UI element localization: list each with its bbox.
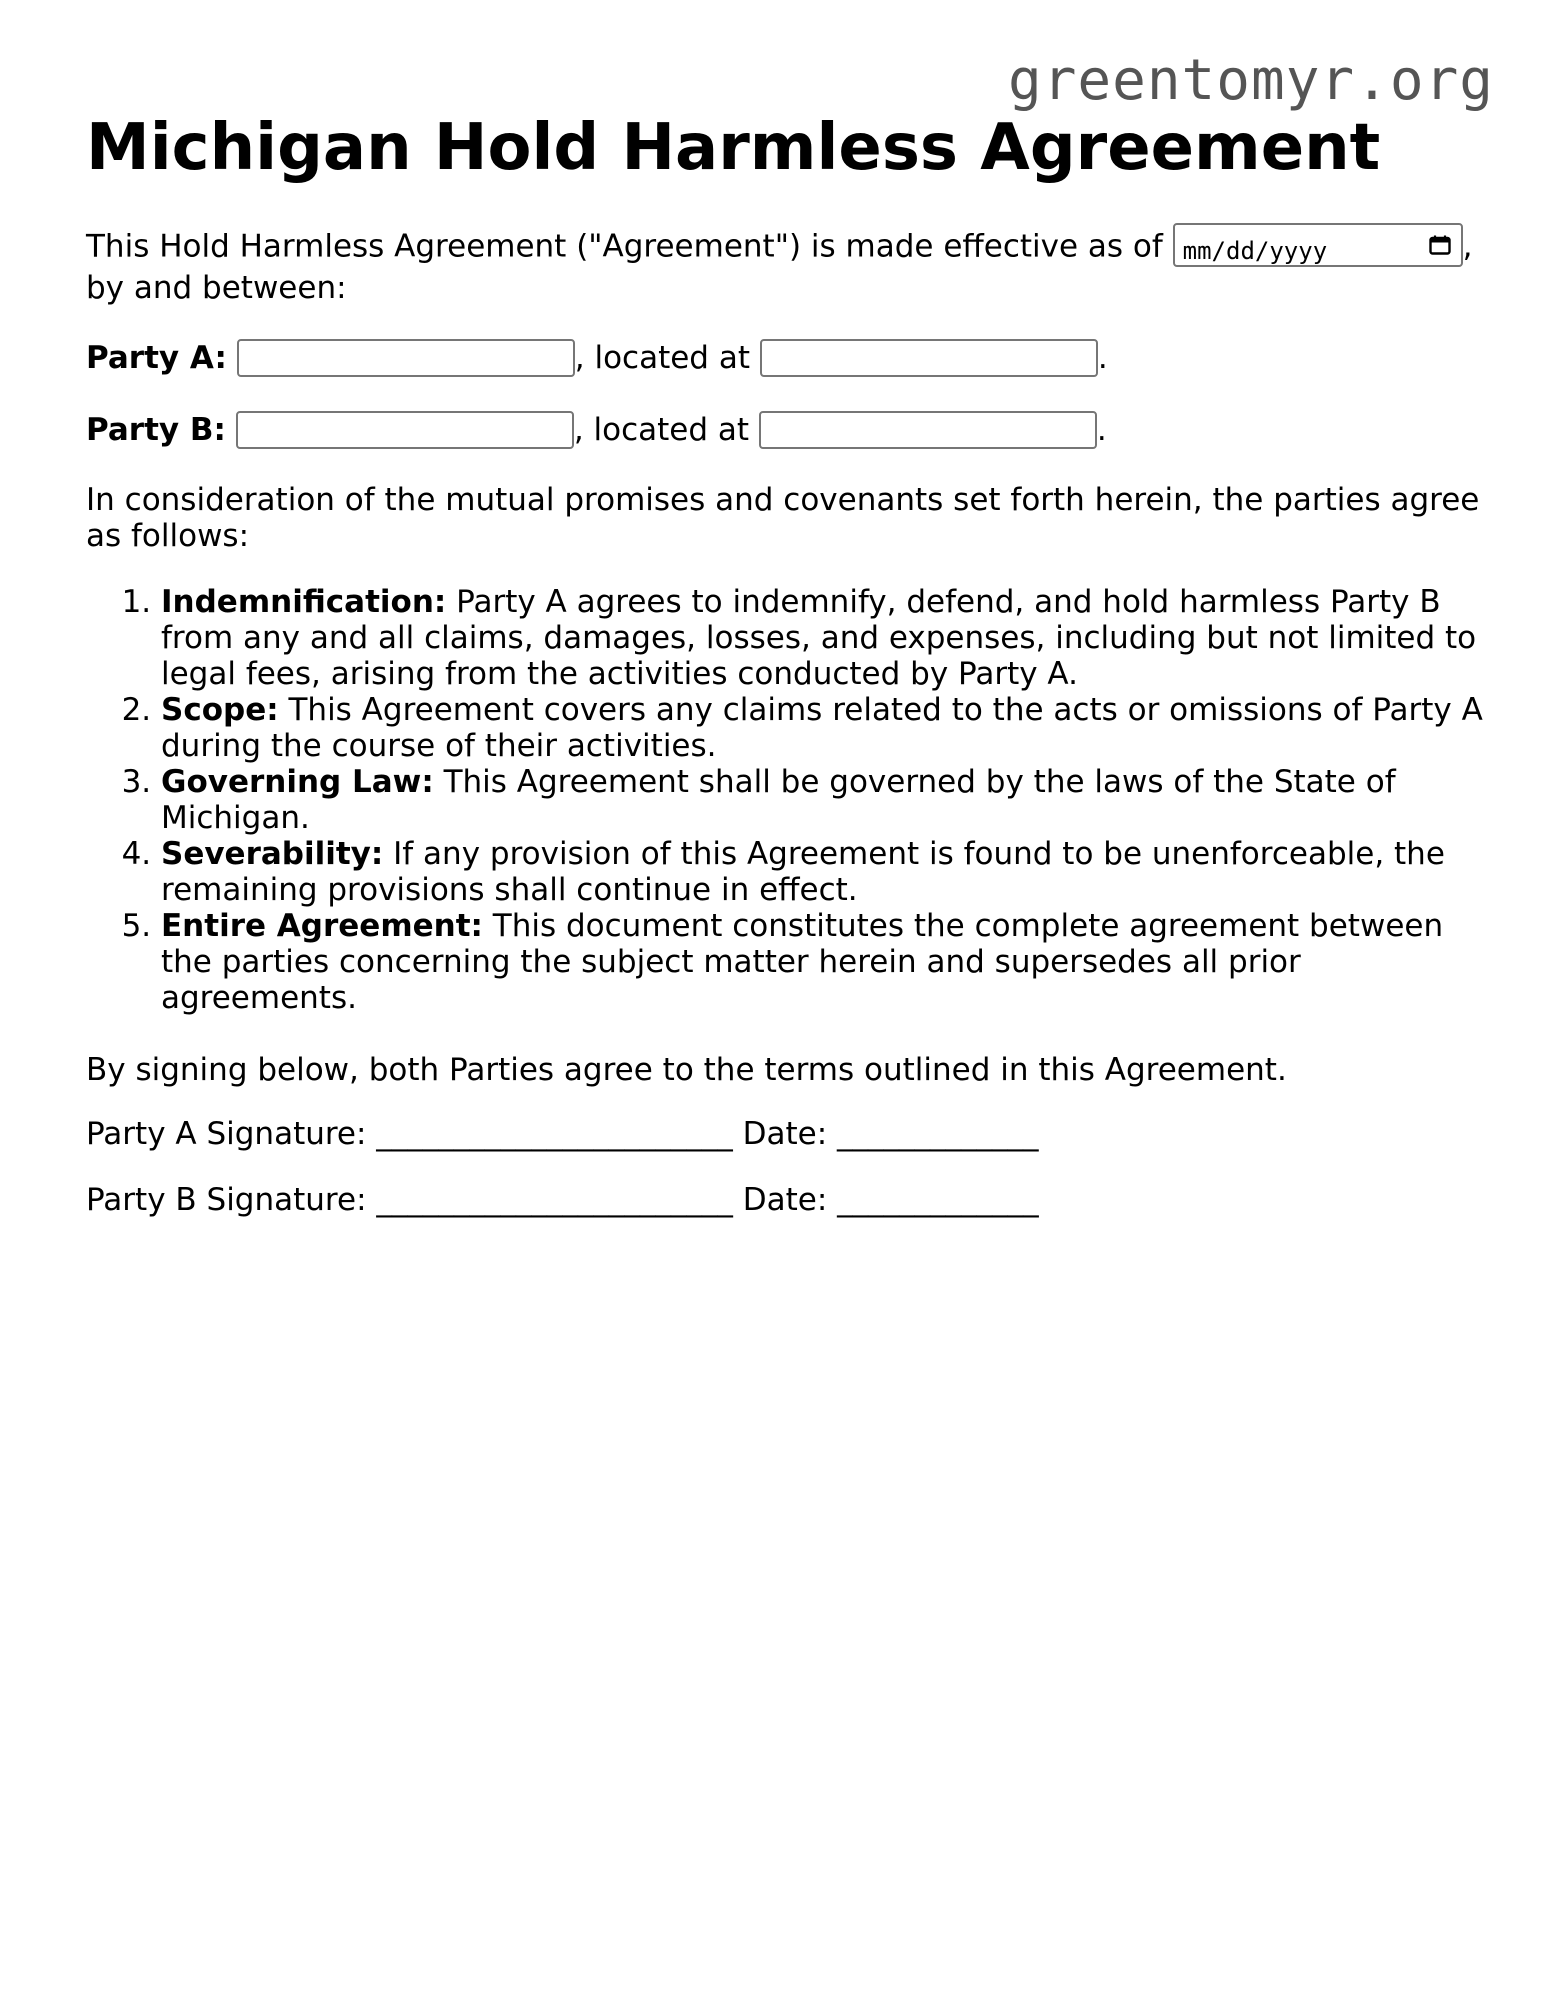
intro-comma: ,: [1462, 228, 1473, 265]
consideration-paragraph: In consideration of the mutual promises and covenants set forth herein, the parties agree as follows:: [86, 482, 1480, 554]
clauses-list: [86, 584, 1486, 1016]
party-a-located-label: , located at: [574, 340, 750, 376]
clause-text: If any provision of this Agreement is found to be unenforceable, the remaining provisions shall continue in effect.: [161, 836, 1445, 908]
effective-date-input[interactable]: [1173, 223, 1463, 267]
clause-item: [161, 908, 1486, 1016]
watermark: greentomyr.org: [1007, 48, 1494, 113]
intro-paragraph: [86, 226, 1486, 306]
clause-item: [161, 584, 1486, 692]
party-a-period: .: [1097, 340, 1108, 376]
clause-heading: Severability:: [161, 836, 384, 872]
signing-statement: By signing below, both Parties agree to the terms outlined in this Agreement.: [86, 1052, 1287, 1088]
party-a-label: Party A:: [86, 340, 227, 376]
party-b-address-input[interactable]: [759, 411, 1097, 449]
page-title: Michigan Hold Harmless Agreement: [86, 111, 1381, 185]
date-placeholder: mm/dd/yyyy: [1182, 237, 1328, 265]
clause-heading: Entire Agreement:: [161, 908, 483, 944]
party-b-signature-line: Party B Signature: _______________________ Date: _____________: [86, 1182, 1039, 1218]
party-b-line: [86, 410, 1486, 450]
party-a-line: [86, 338, 1486, 378]
party-a-signature-line: Party A Signature: _______________________ Date: _____________: [86, 1116, 1039, 1152]
party-b-label: Party B:: [86, 412, 226, 448]
party-b-located-label: , located at: [573, 412, 750, 448]
intro-text: This Hold Harmless Agreement ("Agreement") is made effective as of: [86, 228, 1163, 265]
clause-heading: Indemnification:: [161, 584, 447, 620]
clause-text: Party A agrees to indemnify, defend, and hold harmless Party B from any and all claims, damages, losses, and expenses, including but not limited to legal fees, arising from the activities conducted by Party A.: [161, 584, 1477, 692]
clause-text: This Agreement shall be governed by the laws of the State of Michigan.: [161, 764, 1396, 836]
clause-item: [161, 764, 1486, 836]
party-b-name-input[interactable]: [236, 411, 574, 449]
clause-item: [161, 692, 1486, 764]
clause-heading: Governing Law:: [161, 764, 434, 800]
party-a-name-input[interactable]: [237, 339, 575, 377]
intro-line2: by and between:: [86, 270, 347, 306]
clause-text: This document constitutes the complete agreement between the parties concerning the subject matter herein and supersedes all prior agreements.: [161, 908, 1444, 1016]
party-b-period: .: [1096, 412, 1107, 448]
clause-item: [161, 836, 1486, 908]
calendar-icon[interactable]: [1429, 235, 1451, 255]
party-a-address-input[interactable]: [760, 339, 1098, 377]
document-page: [86, 110, 1486, 1248]
clause-heading: Scope:: [161, 692, 279, 728]
clause-text: This Agreement covers any claims related to the acts or omissions of Party A during the course of their activities.: [161, 692, 1483, 764]
